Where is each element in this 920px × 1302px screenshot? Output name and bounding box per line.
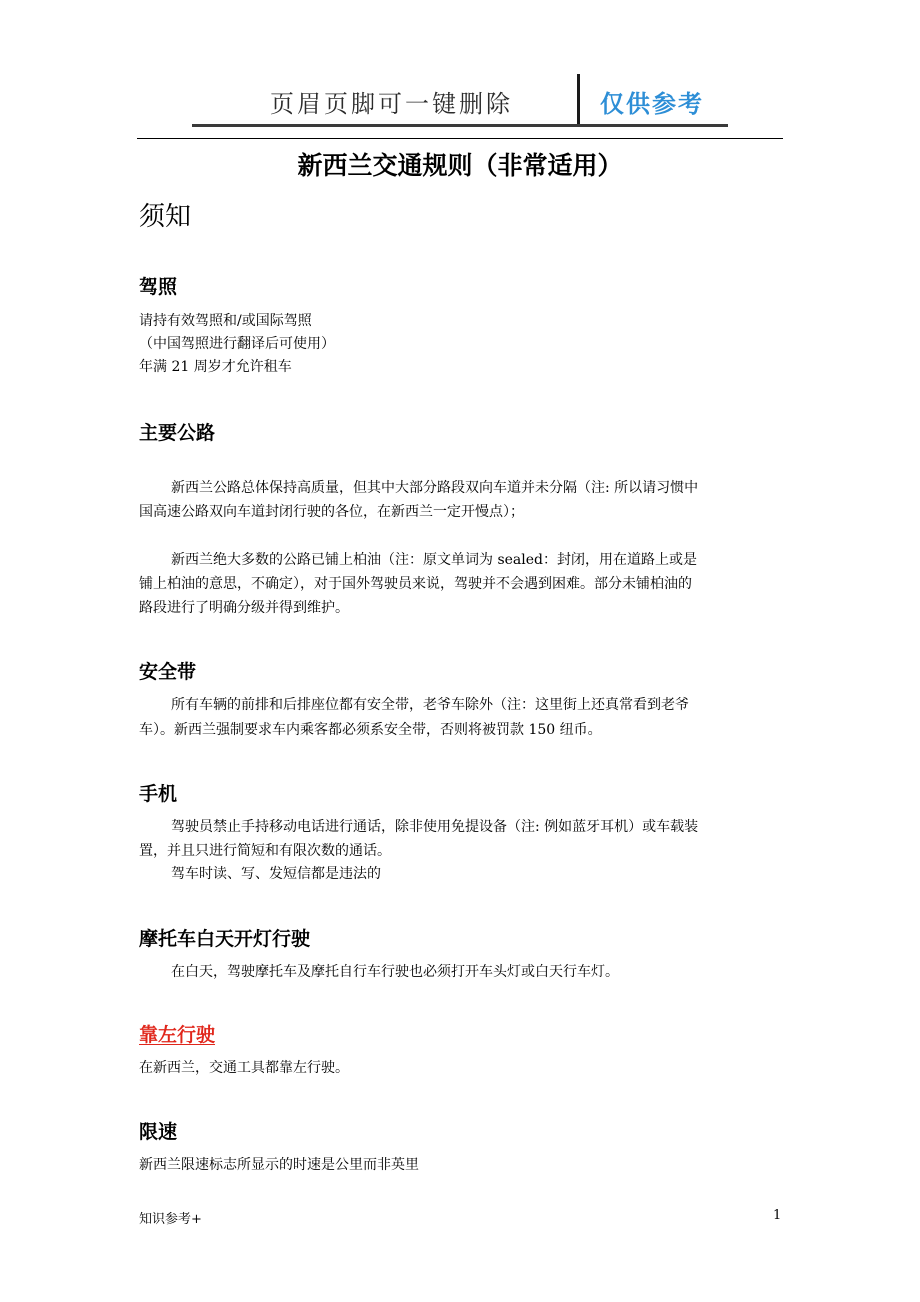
- main-heading: 须知: [139, 202, 192, 232]
- document-title: 新西兰交通规则（非常适用）: [297, 151, 623, 180]
- phone-line-3: 驾车时读、写、发短信都是违法的: [171, 866, 381, 882]
- phone-line-2: 置，并且只进行简短和有限次数的通话。: [139, 843, 391, 859]
- header-divider: [577, 74, 580, 124]
- seatbelt-line-2: 车）。新西兰强制要求车内乘客都必须系安全带，否则将被罚款 150 纽币。: [139, 722, 602, 738]
- highways-line-4: 铺上柏油的意思，不确定），对于国外驾驶员来说，驾驶并不会遇到困难。部分未铺柏油的: [139, 576, 692, 592]
- highways-line-1: 新西兰公路总体保持高质量，但其中大部分路段双向车道并未分隔（注: 所以请习惯中: [171, 480, 699, 496]
- header-right-text: 仅供参考: [600, 90, 704, 118]
- keep-left-line-1: 在新西兰，交通工具都靠左行驶。: [139, 1060, 349, 1076]
- section-heading-speed-limit: 限速: [139, 1121, 178, 1143]
- header-underline: [192, 124, 728, 127]
- footer-left-text: 知识参考+: [139, 1212, 202, 1227]
- license-line-1: 请持有效驾照和/或国际驾照: [139, 313, 312, 329]
- section-heading-seatbelt: 安全带: [139, 661, 197, 683]
- section-heading-highways: 主要公路: [139, 422, 216, 444]
- page-number: 1: [773, 1208, 782, 1223]
- motorcycle-line-1: 在白天，驾驶摩托车及摩托自行车行驶也必须打开车头灯或白天行车灯。: [171, 964, 619, 980]
- license-line-2: （中国驾照进行翻译后可使用）: [139, 336, 335, 352]
- section-heading-phone: 手机: [139, 783, 178, 805]
- section-heading-motorcycle: 摩托车白天开灯行驶: [139, 928, 311, 950]
- section-heading-keep-left: 靠左行驶: [139, 1024, 216, 1046]
- highways-line-3: 新西兰绝大多数的公路已铺上柏油（注：原文单词为 sealed：封闭，用在道路上或是: [171, 552, 697, 568]
- header-left-text: 页眉页脚可一键删除: [270, 90, 513, 118]
- seatbelt-line-1: 所有车辆的前排和后排座位都有安全带，老爷车除外（注：这里街上还真常看到老爷: [171, 697, 689, 713]
- highways-line-5: 路段进行了明确分级并得到维护。: [139, 600, 349, 616]
- license-line-3: 年满 21 周岁才允许租车: [139, 359, 292, 375]
- section-heading-license: 驾照: [139, 276, 178, 298]
- speed-limit-line-1: 新西兰限速标志所显示的时速是公里而非英里: [139, 1157, 419, 1173]
- header-banner: [192, 70, 732, 132]
- phone-line-1: 驾驶员禁止手持移动电话进行通话，除非使用免提设备（注: 例如蓝牙耳机）或车载装: [171, 819, 699, 835]
- highways-line-2: 国高速公路双向车道封闭行驶的各位，在新西兰一定开慢点）；: [139, 504, 524, 520]
- header-rule: [137, 138, 783, 139]
